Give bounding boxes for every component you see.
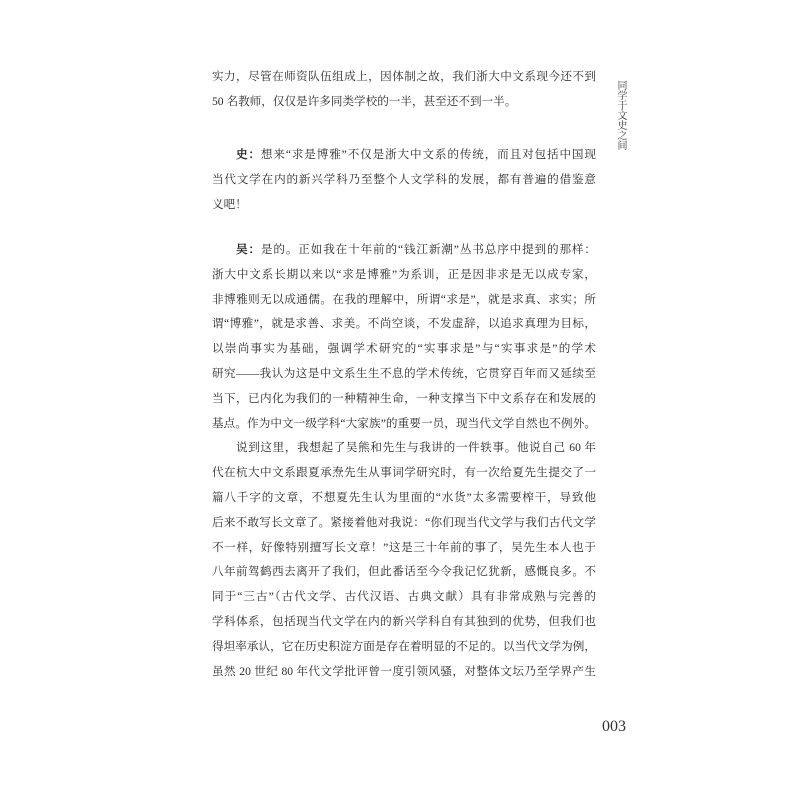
text-line [212,143,596,168]
text-line: 当代文学在内的新兴学科乃至整个人文学科的发展，都有普遍的借鉴意 [212,172,596,186]
text-line: 实力，尽管在师资队伍组成上，因体制之故，我们浙大中文系现今还不到 [212,70,596,83]
paragraph [212,436,596,684]
text-line: 八年前驾鹤西去离开了我们，但此番话至今令我记忆犹新，感慨良多。不 [212,565,596,579]
text-line: 篇八千字的文章，不想夏先生认为里面的“水货”太多需要榨干，导致他 [212,490,596,504]
paragraph-group [212,238,596,684]
text-line: 说到这里，我想起了吴熊和先生与我讲的一件轶事。他说自己 60 年 [236,441,596,455]
paragraph [212,65,596,115]
text-line: 以崇尚事实为基础，强调学术研究的“实事求是”与“实事求是”的学术 [212,342,596,356]
text-line: 同于“三古”（古代文学、古代汉语、古典文献）具有非常成熟与完善的 [212,590,596,604]
text-line: 非博雅则无以成通儒。在我的理解中，所谓“求是”，就是求真、求实；所 [212,292,596,306]
speaker-label: 史： [236,148,261,161]
text-line: 基点。作为中文一级学科“大家族”的重要一员，现当代文学自然也不例外。 [212,416,596,430]
text-line: 当下，已内化为我们的一种精神生命，一种支撑当下中文系存在和发展的 [212,391,596,405]
running-header: 同学于文史之间 [615,80,626,150]
text-line: 研究——我认为这是中文系生生不息的学术传统，它贯穿百年而又延续至 [212,366,596,380]
page-number: 003 [602,718,626,735]
text-run: 是的。正如我在十年前的“钱江新潮”丛书总序中提到的那样： [260,243,596,256]
text-line: 谓“博雅”，就是求善、求美。不尚空谈，不发虚辞，以追求真理为目标， [212,317,596,331]
text-line [212,238,596,263]
paragraph [212,238,596,436]
speaker-label: 吴： [236,243,261,256]
paragraph [212,143,596,217]
text-line: 学科体系，包括现当代文学在内的新兴学科自有其独到的优势，但我们也 [212,614,596,628]
text-line: 义吧！ [212,197,247,211]
text-line: 代在杭大中文系跟夏承焘先生从事词学研究时，有一次给夏先生提交了一 [212,466,596,480]
text-line: 50 名教师，仅仅是许多同类学校的一半，甚至还不到一半。 [212,94,517,108]
text-line: 不一样，好像特别擅写长文章！”这是三十年前的事了，吴先生本人也于 [212,540,596,554]
text-line: 后来不敢写长文章了。紧接着他对我说：“你们现当代文学与我们古代文学 [212,515,596,529]
text-run: 想来“求是博雅”不仅是浙大中文系的传统，而且对包括中国现 [260,148,596,161]
text-line: 浙大中文系长期以来以“求是博雅”为系训，正是因非求是无以成专家， [212,267,596,281]
text-line: 虽然 20 世纪 80 年代文学批评曾一度引领风骚，对整体文坛乃至学界产生 [212,664,596,678]
text-line: 得坦率承认，它在历史积淀方面是存在着明显的不足的。以当代文学为例， [212,639,596,653]
